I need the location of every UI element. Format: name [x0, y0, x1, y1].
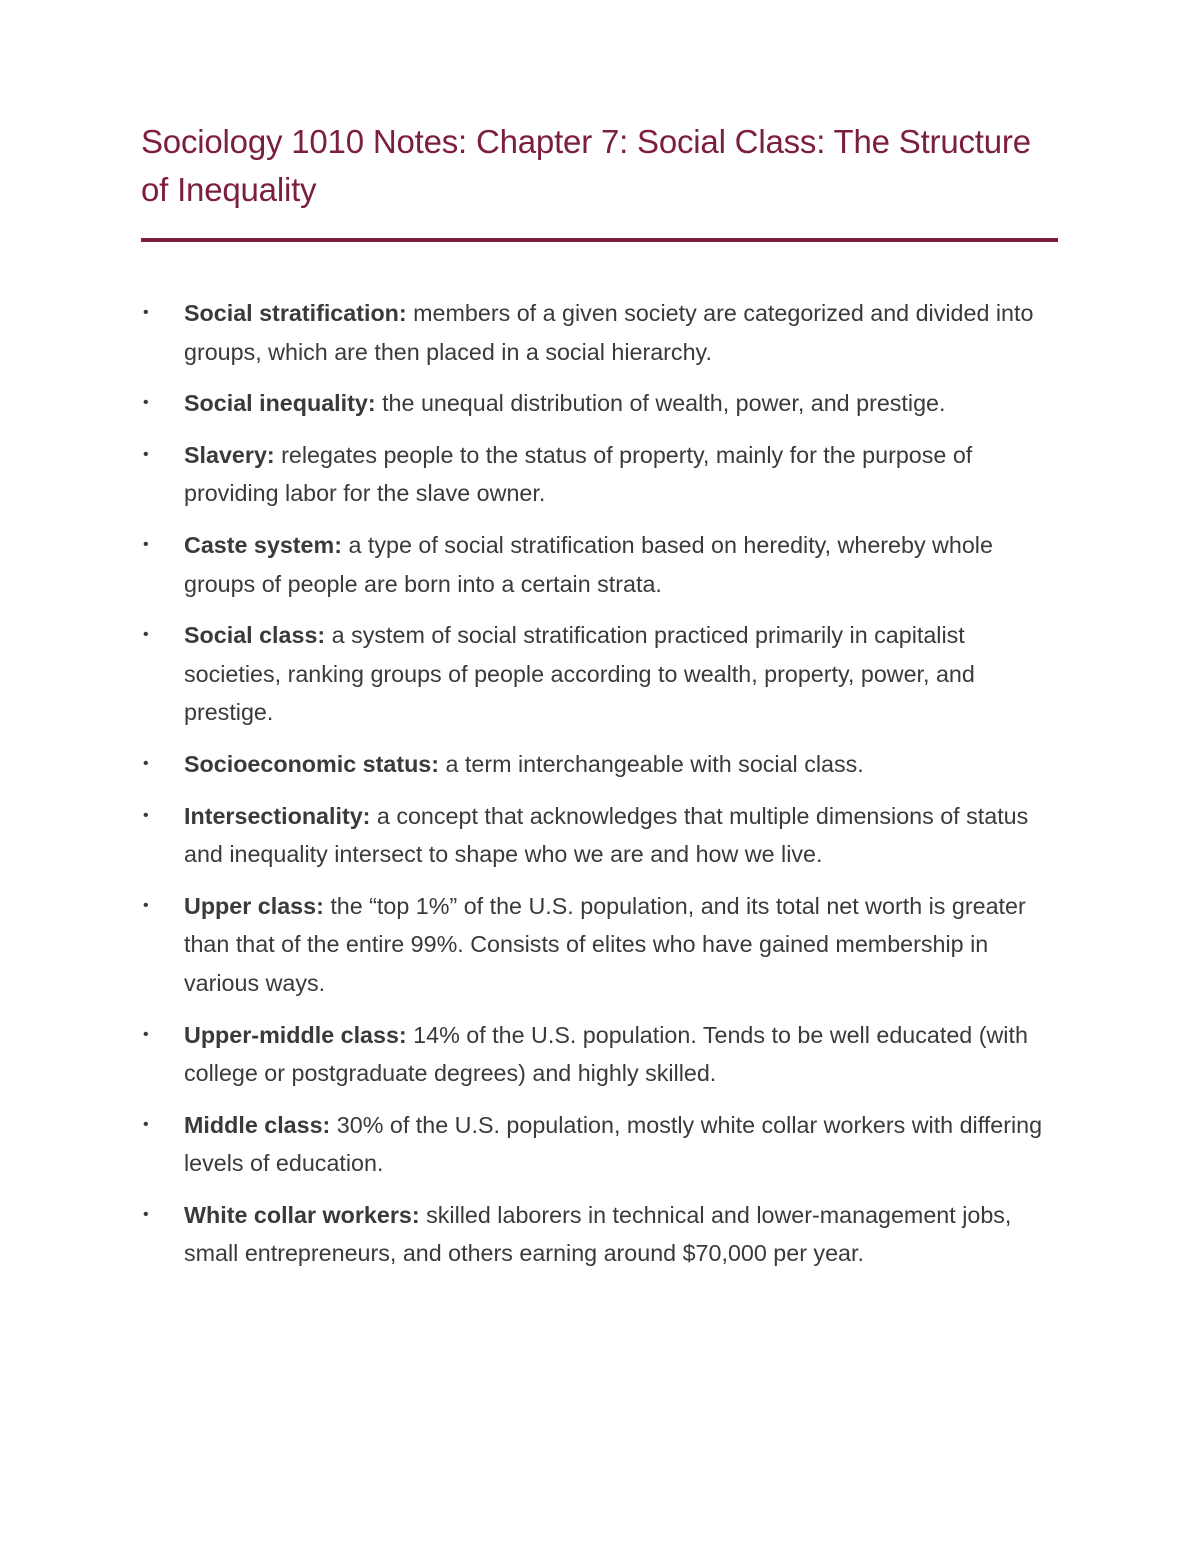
term-definition: a term interchangeable with social class.: [439, 750, 864, 777]
term-name: Social inequality:: [184, 390, 376, 417]
term-definition: 30% of the U.S. population, mostly white collar workers with differing levels of education.: [184, 1111, 1043, 1177]
list-item: [141, 436, 1061, 513]
term-definition: relegates people to the status of property, mainly for the purpose of providing labor for the slave owner.: [184, 441, 973, 507]
bullet-icon: •: [143, 896, 149, 914]
term-name: Social class:: [184, 622, 326, 649]
term-definition: 14% of the U.S. population. Tends to be well educated (with college or postgraduate degrees) and highly skilled.: [184, 1021, 1028, 1087]
term-name: Social stratification:: [184, 300, 407, 326]
term-name: Slavery:: [184, 441, 275, 468]
list-item: [141, 1106, 1061, 1183]
term-name: White collar workers:: [184, 1201, 420, 1228]
bullet-icon: •: [143, 1205, 149, 1223]
term-definition: a concept that acknowledges that multiple dimensions of status and inequality intersect to shape who we are and how we live.: [184, 802, 1029, 868]
term-definition: a type of social stratification based on heredity, whereby whole groups of people are born into a certain strata.: [184, 531, 993, 597]
list-item: [141, 1016, 1061, 1093]
bullet-icon: •: [143, 394, 149, 412]
list-item: [141, 616, 1061, 732]
term-name: Caste system:: [184, 531, 342, 558]
bullet-icon: •: [143, 1115, 149, 1133]
bullet-icon: •: [143, 304, 149, 321]
term-list: [141, 294, 1061, 1286]
term-definition: the unequal distribution of wealth, power, and prestige.: [375, 390, 946, 417]
list-item: [141, 526, 1061, 603]
bullet-icon: •: [143, 535, 149, 553]
bullet-icon: •: [143, 626, 149, 644]
list-item: [141, 384, 1061, 423]
list-item: [141, 745, 1061, 784]
bullet-icon: •: [143, 754, 149, 772]
term-name: Intersectionality:: [184, 802, 371, 829]
term-name: Middle class:: [184, 1111, 331, 1138]
term-definition: members of a given society are categorized and divided into groups, which are then placed in a social hierarchy.: [184, 300, 1034, 365]
term-name: Socioeconomic status:: [184, 750, 440, 777]
term-name: Upper class:: [184, 892, 324, 919]
term-definition: skilled laborers in technical and lower-management jobs, small entrepreneurs, and others earning around $70,000 per year.: [184, 1201, 1012, 1267]
list-item: [141, 797, 1061, 874]
term-name: Upper-middle class:: [184, 1021, 407, 1048]
page-title: Sociology 1010 Notes: Chapter 7: Social Class: The Structure of Inequality: [141, 123, 1031, 208]
list-item: [141, 294, 1061, 371]
list-item: [141, 887, 1061, 1003]
bullet-icon: •: [143, 806, 149, 824]
title-divider: [141, 238, 1058, 242]
term-definition: a system of social stratification practiced primarily in capitalist societies, ranking groups of people according to wealth, property, power, and prestige.: [184, 622, 975, 726]
bullet-icon: •: [143, 445, 149, 463]
term-definition: the “top 1%” of the U.S. population, and its total net worth is greater than that of the entire 99%. Consists of elites who have gained membership in various ways.: [184, 892, 1026, 996]
bullet-icon: •: [143, 1025, 149, 1043]
list-item: [141, 1196, 1061, 1273]
